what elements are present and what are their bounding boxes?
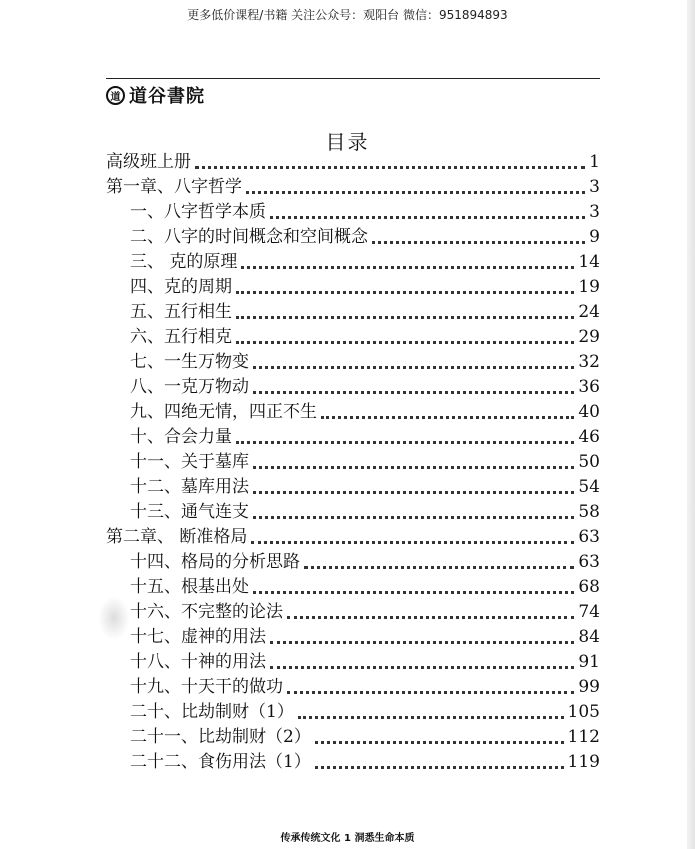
toc-entry	[106, 375, 600, 400]
toc-leader-dots	[253, 466, 574, 469]
toc-entry-label: 三、 克的原理	[130, 252, 238, 272]
footer-note: 传承传统文化 1 洞悉生命本质	[280, 833, 415, 844]
toc-entry	[106, 175, 600, 200]
toc-entry-page: 68	[578, 577, 600, 597]
toc-entry-page: 54	[578, 477, 600, 497]
toc-entry	[106, 450, 600, 475]
toc-entry	[106, 500, 600, 525]
toc-entry-page: 9	[589, 227, 600, 247]
toc-title: 目录	[325, 130, 370, 154]
toc-entry-label: 二十一、比劫制财（2）	[130, 727, 311, 747]
toc-leader-dots	[287, 691, 574, 694]
toc-entry-page: 63	[578, 552, 600, 572]
toc-entry-label: 八、一克万物动	[130, 377, 249, 397]
toc-entry	[106, 425, 600, 450]
scan-smudge	[98, 596, 130, 640]
toc-entry	[106, 325, 600, 350]
table-of-contents	[106, 150, 600, 775]
toc-entry-page: 112	[567, 727, 600, 747]
toc-entry-label: 九、四绝无情，四正不生	[130, 402, 317, 422]
toc-leader-dots	[253, 591, 574, 594]
toc-entry	[106, 350, 600, 375]
toc-entry-label: 十、合会力量	[130, 427, 232, 447]
toc-leader-dots	[270, 641, 574, 644]
toc-leader-dots	[372, 241, 585, 244]
toc-leader-dots	[298, 716, 564, 719]
toc-entry	[106, 300, 600, 325]
toc-entry-label: 十九、十天干的做功	[130, 677, 283, 697]
toc-entry	[106, 225, 600, 250]
brand-name: 道谷書院	[129, 86, 205, 107]
toc-entry-page: 119	[567, 752, 600, 772]
toc-entry-page: 29	[578, 327, 600, 347]
toc-leader-dots	[270, 666, 574, 669]
header-rule	[106, 78, 600, 79]
toc-entry-label: 一、八字哲学本质	[130, 202, 266, 222]
toc-entry-page: 32	[578, 352, 600, 372]
toc-entry-page: 3	[589, 202, 600, 222]
toc-leader-dots	[253, 391, 574, 394]
toc-entry-page: 40	[578, 402, 600, 422]
toc-entry-label: 二十二、食伤用法（1）	[130, 752, 311, 772]
toc-entry-page: 84	[578, 627, 600, 647]
toc-entry	[106, 650, 600, 675]
toc-entry	[106, 275, 600, 300]
toc-entry-label: 十二、墓库用法	[130, 477, 249, 497]
top-promo-note: 更多低价课程/书籍 关注公众号：观阳台 微信：951894893	[187, 8, 508, 22]
toc-entry-label: 十五、根基出处	[130, 577, 249, 597]
toc-entry	[106, 400, 600, 425]
toc-leader-dots	[241, 266, 574, 269]
toc-leader-dots	[315, 741, 564, 744]
toc-entry-label: 二十、比劫制财（1）	[130, 702, 294, 722]
toc-entry-page: 91	[578, 652, 600, 672]
toc-entry-label: 第一章、八字哲学	[106, 177, 242, 197]
toc-entry-page: 3	[589, 177, 600, 197]
toc-entry-page: 46	[578, 427, 600, 447]
toc-entry-label: 五、五行相生	[130, 302, 232, 322]
toc-entry	[106, 575, 600, 600]
toc-entry-label: 十四、格局的分析思路	[130, 552, 300, 572]
toc-entry-label: 第二章、 断准格局	[106, 527, 248, 547]
toc-entry-label: 七、一生万物变	[130, 352, 249, 372]
toc-entry-page: 14	[578, 252, 600, 272]
toc-leader-dots	[236, 316, 574, 319]
toc-entry	[106, 600, 600, 625]
toc-entry	[106, 475, 600, 500]
toc-leader-dots	[236, 291, 574, 294]
toc-entry-label: 十六、不完整的论法	[130, 602, 283, 622]
toc-entry-label: 十一、关于墓库	[130, 452, 249, 472]
toc-entry-label: 十七、虚神的用法	[130, 627, 266, 647]
toc-leader-dots	[246, 191, 585, 194]
toc-leader-dots	[287, 616, 574, 619]
toc-entry	[106, 700, 600, 725]
toc-leader-dots	[251, 541, 574, 544]
toc-entry	[106, 550, 600, 575]
toc-entry-page: 1	[589, 152, 600, 172]
toc-entry-label: 高级班上册	[106, 152, 191, 172]
toc-entry	[106, 750, 600, 775]
toc-leader-dots	[253, 516, 574, 519]
toc-entry	[106, 250, 600, 275]
toc-leader-dots	[195, 166, 585, 169]
toc-entry-page: 19	[578, 277, 600, 297]
toc-leader-dots	[236, 341, 574, 344]
toc-entry-label: 十三、通气连支	[130, 502, 249, 522]
toc-leader-dots	[304, 566, 574, 569]
toc-entry	[106, 725, 600, 750]
toc-entry-page: 36	[578, 377, 600, 397]
toc-leader-dots	[315, 766, 564, 769]
toc-leader-dots	[236, 441, 574, 444]
toc-entry-label: 十八、十神的用法	[130, 652, 266, 672]
toc-leader-dots	[321, 416, 574, 419]
toc-entry-page: 58	[578, 502, 600, 522]
toc-entry	[106, 150, 600, 175]
toc-entry-page: 24	[578, 302, 600, 322]
toc-entry-label: 四、克的周期	[130, 277, 232, 297]
toc-entry	[106, 525, 600, 550]
toc-entry	[106, 625, 600, 650]
brand-seal-icon: 道	[106, 86, 125, 105]
toc-entry-page: 105	[567, 702, 600, 722]
toc-entry	[106, 675, 600, 700]
toc-entry-label: 六、五行相克	[130, 327, 232, 347]
toc-entry-page: 50	[578, 452, 600, 472]
toc-entry-label: 二、八字的时间概念和空间概念	[130, 227, 368, 247]
toc-entry-page: 99	[578, 677, 600, 697]
toc-leader-dots	[253, 366, 574, 369]
toc-leader-dots	[270, 216, 585, 219]
brand-header	[106, 82, 205, 108]
toc-entry-page: 74	[578, 602, 600, 622]
toc-entry-page: 63	[578, 527, 600, 547]
toc-leader-dots	[253, 491, 574, 494]
toc-entry	[106, 200, 600, 225]
